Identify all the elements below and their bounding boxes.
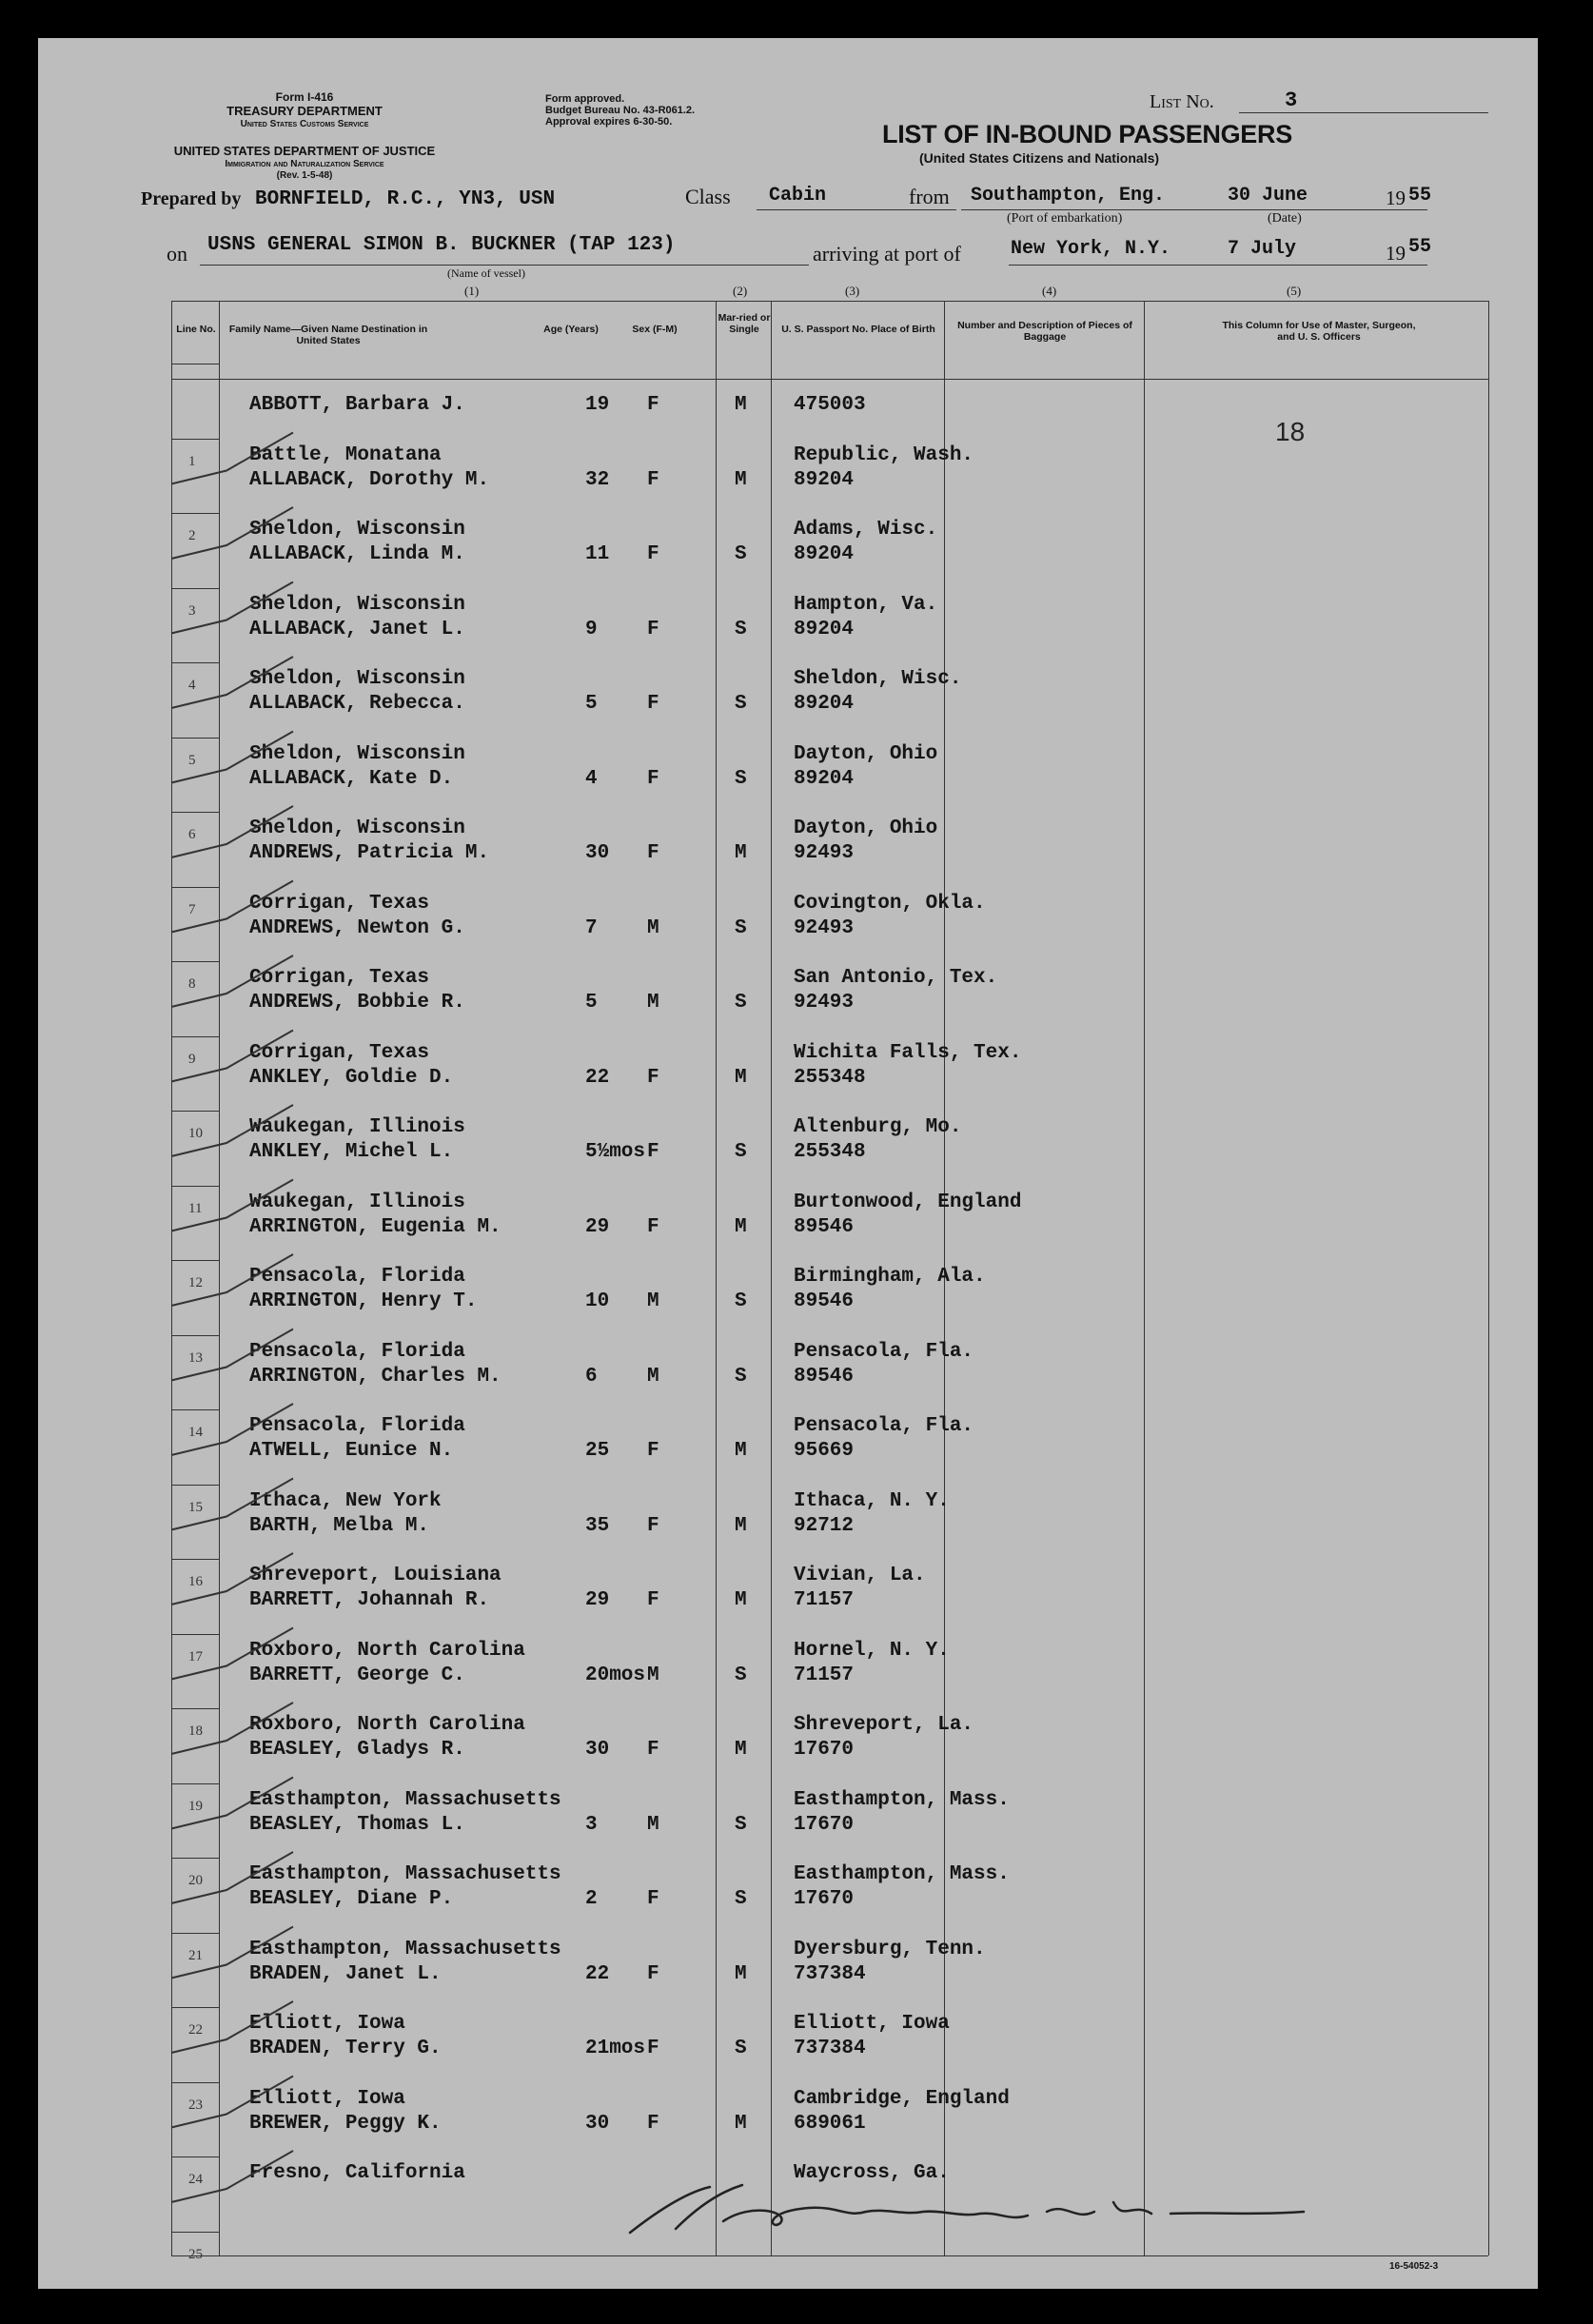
row-married-single: M: [735, 1066, 747, 1089]
check-mark: [171, 1329, 293, 1381]
row-line-no: 16: [188, 1574, 203, 1589]
row-destination: Sheldon, Wisconsin: [249, 519, 465, 541]
officer-signature: [619, 2174, 1313, 2250]
row-married-single: S: [735, 543, 747, 565]
row-line-no: 11: [188, 1200, 203, 1216]
arr-year-prefix: 19: [1386, 242, 1406, 265]
check-mark: [171, 1852, 293, 1903]
row-name: BEASLEY, Diane P.: [249, 1888, 454, 1910]
check-mark: [171, 806, 293, 857]
prepared-by-value: BORNFIELD, R.C., YN3, USN: [255, 188, 556, 210]
row-line-no: 12: [188, 1275, 203, 1290]
row-sex: F: [647, 2038, 659, 2059]
row-birthplace: Altenburg, Mo.: [794, 1116, 962, 1138]
row-line-no: 2: [188, 528, 196, 543]
row-birthplace: Wichita Falls, Tex.: [794, 1041, 1022, 1064]
check-mark: [171, 2077, 293, 2128]
row-sex: M: [647, 1813, 659, 1836]
row-name: ARRINGTON, Henry T.: [249, 1290, 478, 1312]
row-married-single: M: [735, 1589, 747, 1611]
vessel-caption: (Name of vessel): [447, 266, 525, 280]
row-line-no: 4: [188, 678, 196, 693]
row-line-no: 15: [188, 1499, 203, 1515]
row-birthplace: Burtonwood, England: [794, 1191, 1022, 1213]
row-married-single: S: [735, 992, 747, 1014]
approval-expires: Approval expires 6-30-50.: [545, 116, 673, 128]
row-birthplace: Easthampton, Mass.: [794, 1788, 1010, 1811]
check-mark: [171, 955, 293, 1007]
officer-note: 18: [1275, 417, 1306, 446]
row-destination: Sheldon, Wisconsin: [249, 817, 465, 839]
row-name: ALLABACK, Janet L.: [249, 618, 465, 640]
row-age: 5: [585, 992, 598, 1014]
row-married-single: S: [735, 618, 747, 640]
header-age: Age (Years): [543, 324, 599, 335]
row-age: 30: [585, 2112, 610, 2135]
row-passport: 92493: [794, 916, 855, 939]
row-sex: F: [647, 618, 659, 640]
row-line-no: 24: [188, 2172, 203, 2187]
row-passport: 89546: [794, 1215, 855, 1238]
row-sex: M: [647, 992, 659, 1014]
row-name: ARRINGTON, Charles M.: [249, 1365, 502, 1388]
budget-bureau: Budget Bureau No. 43-R061.2.: [545, 105, 696, 116]
on-label: on: [167, 242, 187, 266]
row-name: BRADEN, Terry G.: [249, 2038, 442, 2059]
from-label: from: [909, 185, 950, 208]
row-destination: Pensacola, Florida: [249, 1415, 465, 1437]
row-age: 22: [585, 1962, 610, 1985]
row-married-single: S: [735, 1290, 747, 1312]
row-sex: F: [647, 1440, 659, 1462]
row-sex: M: [647, 1664, 659, 1686]
header-line-no: Line No.: [176, 324, 216, 335]
class-label: Class: [685, 185, 731, 208]
row-name: BARTH, Melba M.: [249, 1514, 430, 1537]
row-name: ATWELL, Eunice N.: [249, 1440, 454, 1462]
col-caption-4: (4): [1042, 284, 1057, 298]
row-line-no: 14: [188, 1425, 203, 1440]
row-sex: F: [647, 2112, 659, 2135]
header-married: Mar-ried or Single: [718, 312, 771, 335]
row-married-single: S: [735, 693, 747, 715]
header-name: Family Name—Given Name Destination in United States: [228, 324, 428, 346]
row-birthplace: Republic, Wash.: [794, 443, 974, 466]
header-passport: U. S. Passport No. Place of Birth: [781, 324, 935, 335]
row-line-no: 13: [188, 1349, 203, 1366]
row-passport: 737384: [794, 2038, 866, 2059]
form-subtitle: (United States Citizens and Nationals): [919, 150, 1160, 166]
row-passport: 95669: [794, 1440, 855, 1462]
row-age: 22: [585, 1066, 610, 1089]
row-sex: F: [647, 1962, 659, 1985]
row-age: 29: [585, 1589, 610, 1611]
check-mark: [171, 1628, 293, 1680]
customs-service: United States Customs Service: [240, 119, 369, 129]
row-sex: M: [647, 1365, 659, 1388]
row-age: 32: [585, 468, 610, 491]
check-mark: [171, 732, 293, 783]
row-line-no: 6: [188, 827, 196, 842]
row-age: 6: [585, 1365, 598, 1388]
row-destination: Battle, Monatana: [249, 443, 442, 466]
check-mark: [171, 507, 293, 559]
treasury-dept: TREASURY DEPARTMENT: [226, 104, 383, 118]
col-caption-3: (3): [845, 284, 860, 298]
row-married-single: S: [735, 1664, 747, 1686]
row-birthplace: Dyersburg, Tenn.: [794, 1938, 986, 1960]
row-line-no: 1: [188, 453, 196, 469]
row-birthplace: Waycross, Ga.: [794, 2162, 950, 2184]
row-name: ARRINGTON, Eugenia M.: [249, 1215, 502, 1238]
vessel-name: USNS GENERAL SIMON B. BUCKNER (TAP 123): [207, 234, 676, 256]
row-destination: Corrigan, Texas: [249, 967, 430, 989]
from-date: 30 June: [1228, 185, 1308, 207]
row-destination: Waukegan, Illinois: [249, 1191, 465, 1213]
row-married-single: M: [735, 1739, 747, 1761]
row-sex: F: [647, 842, 659, 864]
row-sex: F: [647, 468, 659, 491]
row-married-single: M: [735, 1962, 747, 1985]
row-birthplace: Elliott, Iowa: [794, 2013, 950, 2035]
row-line-no: 5: [188, 752, 196, 768]
check-mark: [171, 582, 293, 634]
row-married-single: S: [735, 1813, 747, 1836]
row-age: 3: [585, 1813, 598, 1836]
row-age: 5½mos: [585, 1141, 646, 1163]
header-baggage: Number and Description of Pieces of Baggage: [957, 320, 1132, 343]
row-age: 29: [585, 1215, 610, 1238]
row-married-single: M: [735, 468, 747, 491]
row-destination: Elliott, Iowa: [249, 2013, 405, 2035]
row-name: BEASLEY, Gladys R.: [249, 1739, 465, 1761]
row-sex: F: [647, 693, 659, 715]
row-sex: F: [647, 767, 659, 790]
row-age: 5: [585, 693, 598, 715]
row-name: ALLABACK, Linda M.: [249, 543, 465, 565]
row-passport: 92493: [794, 992, 855, 1014]
row-birthplace: Birmingham, Ala.: [794, 1266, 986, 1288]
row-birthplace: Covington, Okla.: [794, 892, 986, 915]
row-name: ANKLEY, Goldie D.: [249, 1066, 454, 1089]
row-birthplace: Adams, Wisc.: [794, 519, 938, 541]
row-destination: Fresno, California: [249, 2162, 465, 2184]
row-age: 20mos: [585, 1664, 646, 1686]
row-name: ANDREWS, Newton G.: [249, 916, 465, 939]
check-mark: [171, 1778, 293, 1829]
row-destination: Corrigan, Texas: [249, 1041, 430, 1064]
row-sex: F: [647, 1739, 659, 1761]
row-sex: F: [647, 1589, 659, 1611]
row-age: 30: [585, 1739, 610, 1761]
row-line-no: 8: [188, 976, 196, 992]
row-sex: M: [647, 916, 659, 939]
row-passport: 255348: [794, 1066, 866, 1089]
arriving-date: 7 July: [1228, 238, 1297, 260]
row-sex: F: [647, 543, 659, 565]
check-mark: [171, 657, 293, 708]
row-birthplace: Hornel, N. Y.: [794, 1639, 950, 1662]
row-passport: 92493: [794, 842, 855, 864]
row-married-single: M: [735, 842, 747, 864]
row-birthplace: Pensacola, Fla.: [794, 1340, 974, 1363]
row-line-no: 17: [188, 1648, 203, 1664]
check-marks: [38, 38, 1538, 2289]
row-line-no: 20: [188, 1873, 203, 1888]
row-age: 11: [585, 543, 610, 565]
row-passport: 475003: [794, 394, 866, 416]
row-passport: 89204: [794, 618, 855, 640]
row-age: 35: [585, 1514, 610, 1537]
arriving-port: New York, N.Y.: [1011, 238, 1171, 260]
row-passport: 89546: [794, 1365, 855, 1388]
row-passport: 71157: [794, 1589, 855, 1611]
row-name: ANDREWS, Bobbie R.: [249, 992, 465, 1014]
check-mark: [171, 1703, 293, 1754]
from-value: Southampton, Eng.: [971, 185, 1166, 207]
row-line-no: 7: [188, 901, 196, 917]
row-line-no: 22: [188, 2022, 203, 2038]
row-passport: 92712: [794, 1514, 855, 1537]
row-birthplace: Easthampton, Mass.: [794, 1863, 1010, 1885]
date-caption: (Date): [1268, 211, 1302, 226]
revision: (Rev. 1-5-48): [276, 170, 333, 181]
row-passport: 17670: [794, 1739, 855, 1761]
row-passport: 89204: [794, 468, 855, 491]
row-destination: Easthampton, Massachusetts: [249, 1788, 561, 1811]
row-birthplace: Shreveport, La.: [794, 1714, 974, 1736]
row-destination: Easthampton, Massachusetts: [249, 1938, 561, 1960]
row-age: 10: [585, 1290, 610, 1312]
row-birthplace: San Antonio, Tex.: [794, 967, 998, 989]
row-birthplace: Ithaca, N. Y.: [794, 1489, 950, 1512]
row-line-no: 25: [188, 2246, 203, 2262]
row-name: BREWER, Peggy K.: [249, 2112, 442, 2135]
port-caption: (Port of embarkation): [1007, 211, 1123, 226]
header-officers: This Column for Use of Master, Surgeon, and U. S. Officers: [1222, 320, 1416, 343]
row-sex: F: [647, 394, 659, 416]
list-no-label: List No.: [1150, 91, 1214, 112]
row-name: BEASLEY, Thomas L.: [249, 1813, 465, 1836]
row-married-single: S: [735, 1141, 747, 1163]
arriving-label: arriving at port of: [813, 242, 961, 266]
justice-dept: UNITED STATES DEPARTMENT OF JUSTICE: [173, 144, 436, 158]
row-destination: Shreveport, Louisiana: [249, 1565, 502, 1586]
row-destination: Waukegan, Illinois: [249, 1116, 465, 1138]
form-approved: Form approved.: [545, 93, 625, 105]
row-destination: Sheldon, Wisconsin: [249, 742, 465, 765]
row-sex: F: [647, 1888, 659, 1910]
row-age: 25: [585, 1440, 610, 1462]
row-birthplace: Cambridge, England: [794, 2087, 1010, 2110]
row-name: BRADEN, Janet L.: [249, 1962, 442, 1985]
check-mark: [171, 2001, 293, 2053]
row-married-single: M: [735, 394, 747, 416]
row-passport: 689061: [794, 2112, 866, 2135]
row-married-single: M: [735, 2112, 747, 2135]
check-mark: [171, 1479, 293, 1530]
row-name: ANDREWS, Patricia M.: [249, 842, 490, 864]
row-line-no: 21: [188, 1947, 203, 1963]
row-birthplace: Sheldon, Wisc.: [794, 668, 962, 690]
row-married-single: S: [735, 916, 747, 939]
ins-service: Immigration and Naturalization Service: [225, 159, 384, 169]
check-mark: [171, 881, 293, 933]
class-value: Cabin: [769, 185, 827, 207]
col-caption-1: (1): [464, 284, 480, 298]
row-line-no: 10: [188, 1126, 203, 1141]
row-line-no: 18: [188, 1723, 203, 1739]
col-caption-5: (5): [1287, 284, 1302, 298]
row-sex: M: [647, 1290, 659, 1312]
row-name: ALLABACK, Dorothy M.: [249, 468, 490, 491]
row-passport: 71157: [794, 1664, 855, 1686]
row-name: ALLABACK, Rebecca.: [249, 693, 465, 715]
check-mark: [171, 1553, 293, 1605]
row-name: ANKLEY, Michel L.: [249, 1141, 454, 1163]
form-number: Form I-416: [275, 90, 334, 104]
row-age: 4: [585, 767, 598, 790]
row-married-single: S: [735, 1365, 747, 1388]
row-passport: 89204: [794, 543, 855, 565]
col-caption-2: (2): [733, 284, 748, 298]
from-year-prefix: 19: [1386, 187, 1406, 209]
row-destination: Roxboro, North Carolina: [249, 1639, 525, 1662]
row-age: 21mos: [585, 2038, 646, 2059]
row-destination: Roxboro, North Carolina: [249, 1714, 525, 1736]
row-married-single: S: [735, 767, 747, 790]
check-mark: [171, 1031, 293, 1082]
print-code: 16-54052-3: [1389, 2261, 1439, 2272]
row-line-no: 23: [188, 2097, 203, 2113]
manifest-page: [38, 38, 1538, 2289]
row-age: 2: [585, 1888, 598, 1910]
row-name: ALLABACK, Kate D.: [249, 767, 454, 790]
row-married-single: M: [735, 1514, 747, 1537]
row-birthplace: Dayton, Ohio: [794, 817, 938, 839]
row-married-single: S: [735, 2038, 747, 2059]
row-age: 9: [585, 618, 598, 640]
prepared-by-label: Prepared by: [141, 188, 242, 209]
check-mark: [171, 1105, 293, 1156]
check-mark: [171, 2151, 293, 2202]
row-passport: 255348: [794, 1141, 866, 1163]
row-passport: 89204: [794, 693, 855, 715]
from-year: 55: [1408, 185, 1432, 207]
row-passport: 737384: [794, 1962, 866, 1985]
row-line-no: 3: [188, 602, 196, 619]
row-sex: F: [647, 1141, 659, 1163]
row-name: BARRETT, George C.: [249, 1664, 465, 1686]
row-destination: Pensacola, Florida: [249, 1340, 465, 1363]
row-birthplace: Dayton, Ohio: [794, 742, 938, 765]
row-name: ABBOTT, Barbara J.: [249, 394, 465, 416]
row-destination: Sheldon, Wisconsin: [249, 668, 465, 690]
row-line-no: 19: [188, 1798, 203, 1814]
arr-year: 55: [1408, 236, 1432, 258]
row-birthplace: Pensacola, Fla.: [794, 1415, 974, 1437]
row-married-single: M: [735, 1215, 747, 1238]
row-destination: Pensacola, Florida: [249, 1266, 465, 1288]
row-birthplace: Hampton, Va.: [794, 593, 938, 616]
row-age: 30: [585, 842, 610, 864]
row-married-single: M: [735, 1440, 747, 1462]
row-sex: F: [647, 1514, 659, 1537]
row-passport: 89204: [794, 767, 855, 790]
form-title: LIST OF IN-BOUND PASSENGERS: [882, 120, 1292, 148]
row-sex: F: [647, 1215, 659, 1238]
check-mark: [171, 1180, 293, 1231]
row-married-single: S: [735, 1888, 747, 1910]
check-mark: [171, 1404, 293, 1455]
row-destination: Ithaca, New York: [249, 1489, 442, 1512]
row-age: 7: [585, 916, 598, 939]
row-name: BARRETT, Johannah R.: [249, 1589, 490, 1611]
row-passport: 17670: [794, 1813, 855, 1836]
row-birthplace: Vivian, La.: [794, 1565, 926, 1586]
row-destination: Easthampton, Massachusetts: [249, 1863, 561, 1885]
row-passport: 17670: [794, 1888, 855, 1910]
list-no-value: 3: [1285, 89, 1298, 112]
row-passport: 89546: [794, 1290, 855, 1312]
row-line-no: 9: [188, 1051, 196, 1067]
check-mark: [171, 1927, 293, 1979]
check-mark: [171, 1254, 293, 1306]
check-mark: [171, 433, 293, 484]
row-sex: F: [647, 1066, 659, 1089]
row-destination: Corrigan, Texas: [249, 892, 430, 915]
header-sex: Sex (F-M): [632, 324, 678, 335]
row-age: 19: [585, 394, 610, 416]
row-destination: Elliott, Iowa: [249, 2087, 405, 2110]
row-destination: Sheldon, Wisconsin: [249, 593, 465, 616]
